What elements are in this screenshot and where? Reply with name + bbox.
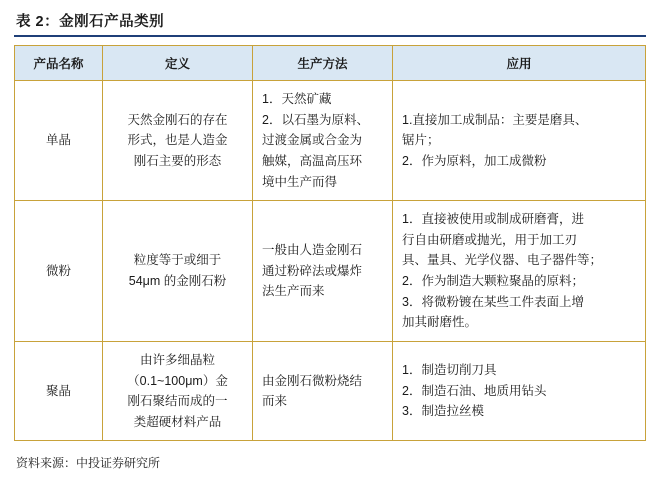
text-line: 1.直接加工成制品：主要是磨具、 bbox=[402, 112, 588, 127]
column-header-definition: 定义 bbox=[103, 46, 253, 81]
text-line: 1．制造切削刀具 bbox=[402, 363, 497, 378]
text-line: 通过粉碎法或爆炸 bbox=[262, 263, 363, 278]
text-line: 法生产而来 bbox=[262, 284, 325, 299]
cell-definition bbox=[103, 81, 253, 201]
text-line: 3．将微粉镀在某些工件表面上增 bbox=[402, 294, 584, 309]
text-line: 形式，也是人造金 bbox=[127, 133, 228, 148]
text-line: 触媒，高温高压环 bbox=[262, 153, 363, 168]
cell-definition bbox=[103, 201, 253, 342]
text-line: 类超硬材料产品 bbox=[133, 414, 222, 429]
text-line: 天然金刚石的存在 bbox=[127, 112, 228, 127]
cell-production-method bbox=[253, 201, 393, 342]
table-title-block bbox=[14, 8, 646, 37]
text-line: 2．制造石油、地质用钻头 bbox=[402, 383, 547, 398]
cell-production-method bbox=[253, 81, 393, 201]
text-line: 粒度等于或细于 bbox=[133, 253, 222, 268]
cell-application bbox=[393, 201, 646, 342]
table-row bbox=[15, 81, 646, 201]
text-line: 1．天然矿藏 bbox=[262, 92, 332, 106]
text-line: 锯片； bbox=[402, 133, 440, 148]
cell-application bbox=[393, 81, 646, 201]
text-line: （0.1~100μm）金 bbox=[127, 373, 228, 388]
text-line: 1．直接被使用或制成研磨膏，进 bbox=[402, 212, 584, 227]
text-line: 刚石聚结而成的一 bbox=[127, 394, 228, 409]
text-line: 具、量具、光学仪器、电子器件等； bbox=[402, 253, 603, 268]
source-note: 资料来源：中投证券研究所 bbox=[16, 456, 161, 471]
text-line: 由许多细晶粒 bbox=[139, 352, 215, 367]
text-line: 2．作为制造大颗粒聚晶的原料； bbox=[402, 274, 584, 288]
cell-product-name: 聚晶 bbox=[15, 341, 103, 441]
cell-product-name: 微粉 bbox=[15, 201, 103, 342]
text-line: 由金刚石微粉烧结 bbox=[262, 373, 363, 388]
cell-definition bbox=[103, 341, 253, 441]
text-line: 境中生产而得 bbox=[262, 174, 338, 189]
column-header-application: 应用 bbox=[393, 46, 646, 81]
text-line: 刚石主要的形态 bbox=[133, 153, 222, 168]
text-line: 过渡金属或合金为 bbox=[262, 133, 363, 148]
text-line: 3．制造拉丝模 bbox=[402, 404, 484, 419]
column-header-production-method: 生产方法 bbox=[253, 46, 393, 81]
table-row bbox=[15, 341, 646, 441]
table-row bbox=[15, 201, 646, 342]
cell-product-name: 单晶 bbox=[15, 81, 103, 201]
page-title: 表 2：金刚石产品类别 bbox=[16, 14, 165, 30]
text-line: 54μm 的金刚石粉 bbox=[128, 274, 227, 288]
cell-production-method bbox=[253, 341, 393, 441]
text-line: 而来 bbox=[262, 394, 288, 409]
text-line: 一般由人造金刚石 bbox=[262, 243, 363, 258]
text-line: 2．以石墨为原料、 bbox=[262, 112, 369, 127]
cell-application bbox=[393, 341, 646, 441]
text-line: 2．作为原料，加工成微粉 bbox=[402, 153, 547, 168]
column-header-product-name: 产品名称 bbox=[15, 46, 103, 81]
text-line: 行自由研磨或抛光，用于加工刃 bbox=[402, 232, 578, 247]
product-category-table bbox=[14, 45, 646, 441]
table-header-row bbox=[15, 46, 646, 81]
text-line: 加其耐磨性。 bbox=[402, 315, 478, 330]
